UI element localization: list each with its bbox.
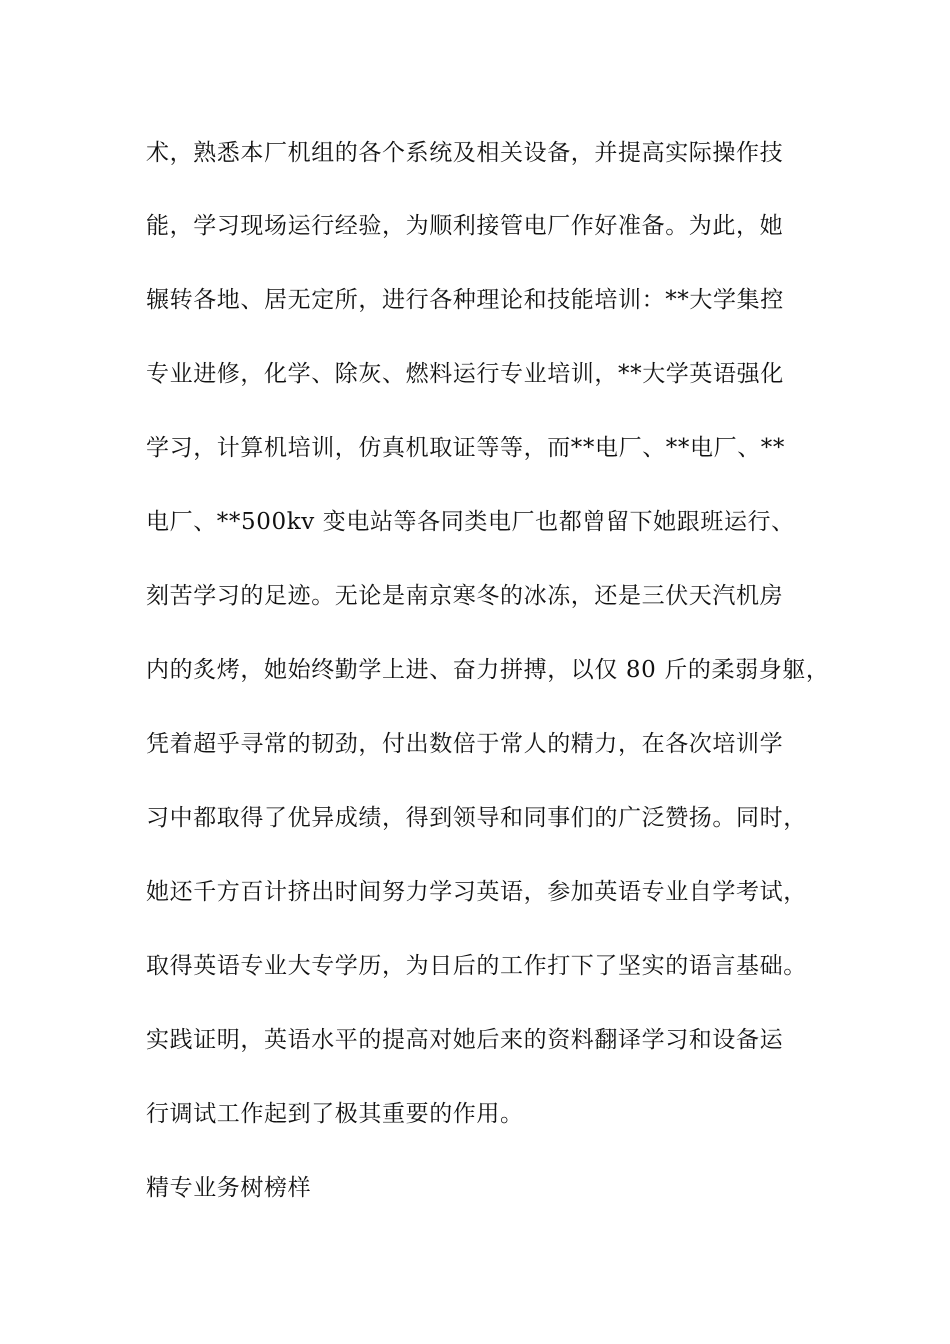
section-heading: 精专业务树榜样 <box>146 1175 312 1201</box>
paragraph-line-8: 内的炙烤，她始终勤学上进、奋力拼搏，以仅 80 斤的柔弱身躯， <box>146 657 830 683</box>
paragraph-line-3: 辗转各地、居无定所，进行各种理论和技能培训：**大学集控 <box>146 287 784 313</box>
paragraph-line-11: 她还千方百计挤出时间努力学习英语，参加英语专业自学考试， <box>146 879 807 905</box>
paragraph-line-10: 习中都取得了优异成绩，得到领导和同事们的广泛赞扬。同时， <box>146 805 807 831</box>
paragraph-line-7: 刻苦学习的足迹。无论是南京寒冬的冰冻，还是三伏天汽机房 <box>146 583 784 609</box>
paragraph-line-12: 取得英语专业大专学历，为日后的工作打下了坚实的语言基础。 <box>146 953 807 979</box>
paragraph-line-6: 电厂、**500kv 变电站等各同类电厂也都曾留下她跟班运行、 <box>146 509 795 535</box>
paragraph-line-4: 专业进修，化学、除灰、燃料运行专业培训，**大学英语强化 <box>146 361 784 387</box>
paragraph-line-5: 学习，计算机培训，仿真机取证等等，而**电厂、**电厂、** <box>146 435 785 461</box>
paragraph-line-13: 实践证明，英语水平的提高对她后来的资料翻译学习和设备运 <box>146 1027 784 1053</box>
paragraph-line-14: 行调试工作起到了极其重要的作用。 <box>146 1101 524 1127</box>
paragraph-line-9: 凭着超乎寻常的韧劲，付出数倍于常人的精力，在各次培训学 <box>146 731 784 757</box>
paragraph-line-2: 能，学习现场运行经验，为顺利接管电厂作好准备。为此，她 <box>146 213 784 239</box>
paragraph-line-1: 术，熟悉本厂机组的各个系统及相关设备，并提高实际操作技 <box>146 140 784 166</box>
